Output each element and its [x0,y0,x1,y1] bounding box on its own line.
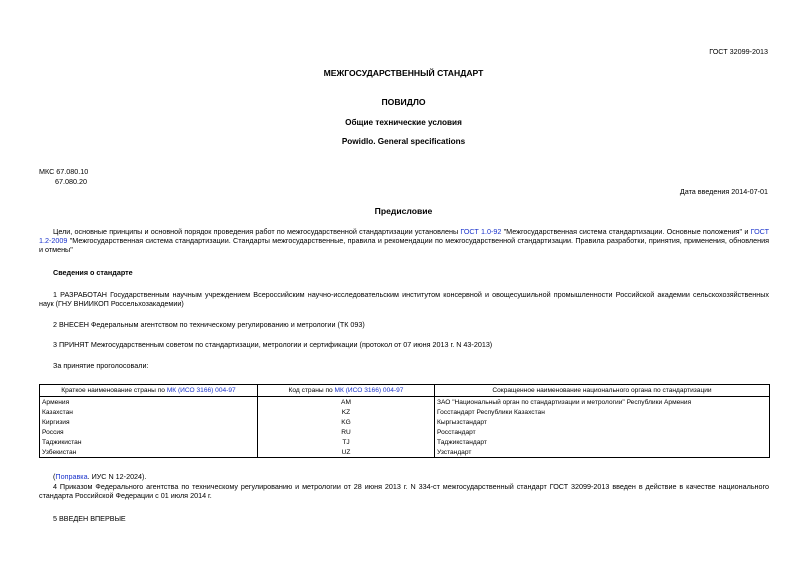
standard-type-heading: МЕЖГОСУДАРСТВЕННЫЙ СТАНДАРТ [323,68,484,78]
column-header-code [258,385,435,397]
amendment-note [53,472,146,481]
table-row [40,447,770,458]
page-title: ПОВИДЛО [381,97,426,107]
amendment-link[interactable]: Поправка [55,472,88,481]
country-cell: Армения [40,397,258,408]
mks-code-1: МКС 67.080.10 [39,167,89,176]
country-cell: Узбекистан [40,447,258,458]
foreword-text-b: "Межгосударственная система стандартизации. Основные положения" и [501,227,751,236]
code-cell: KZ [258,407,435,417]
code-cell: TJ [258,437,435,447]
gost-1-0-92-link[interactable]: ГОСТ 1.0-92 [460,227,502,236]
document-number: ГОСТ 32099-2013 [709,47,768,56]
table-row [40,417,770,427]
body-cell: Узстандарт [435,447,770,458]
country-cell: Казахстан [40,407,258,417]
page-subtitle: Общие технические условия [345,118,462,127]
amendment-rest: . ИУС N 12-2024). [87,472,147,481]
mk-iso-link[interactable]: МК (ИСО 3166) 004-97 [334,387,404,394]
body-cell: Кыргызстандарт [435,417,770,427]
intro-date: Дата введения 2014-07-01 [679,187,768,196]
body-cell: ЗАО "Национальный орган по стандартизации и метрологии" Республики Армения [435,397,770,408]
country-cell: Таджикистан [40,437,258,447]
table-row [40,427,770,437]
table-row [40,397,770,408]
column-header-country [40,385,258,397]
amendment-open: ( [53,472,56,481]
info-item-4: 4 Приказом Федерального агентства по техническому регулированию и метрологии от 28 июня 2013 г. N 334-ст межгосударственный стандарт ГОСТ 32099-2013 введен в действие в качестве национального стандарта Российской Федерации с 01 июля 2014 г. [39,482,769,500]
country-cell: Россия [40,427,258,437]
foreword-text-c: "Межгосударственная система стандартизации. Стандарты межгосударственные, правила и рекомендации по межгосударственной стандартизации. Правила разработки, принятия, применения, обновления и отмены" [39,236,769,254]
body-cell: Росстандарт [435,427,770,437]
table-header-row [40,385,770,397]
country-cell: Киргизия [40,417,258,427]
mk-iso-link[interactable]: МК (ИСО 3166) 004-97 [166,387,236,394]
column-header-body: Сокращенное наименование национального органа по стандартизации [435,385,770,397]
standard-info-heading: Сведения о стандарте [53,268,133,277]
table-row [40,437,770,447]
column-header-country-text: Краткое наименование страны по [61,387,167,394]
column-header-code-text: Код страны по [288,387,335,394]
code-cell: UZ [258,447,435,458]
code-cell: AM [258,397,435,408]
info-item-3: 3 ПРИНЯТ Межгосударственным советом по стандартизации, метрологии и сертификации (протокол от 07 июня 2013 г. N 43-2013) [53,340,493,349]
voted-label: За принятие проголосовали: [53,361,149,370]
body-cell: Госстандарт Республики Казахстан [435,407,770,417]
foreword-paragraph [39,227,769,254]
info-item-2: 2 ВНЕСЕН Федеральным агентством по техническому регулированию и метрологии (ТК 093) [53,320,365,329]
english-title: Powidlo. General specifications [341,137,466,146]
mks-code-2: 67.080.20 [55,177,87,186]
foreword-text-a: Цели, основные принципы и основной порядок проведения работ по межгосударственной стандартизации установлены [53,227,461,236]
table-row [40,407,770,417]
info-item-5: 5 ВВЕДЕН ВПЕРВЫЕ [53,514,126,523]
code-cell: RU [258,427,435,437]
gost-1-2-2009-link[interactable]: ГОСТ 1.2-2009 [39,227,769,245]
body-cell: Таджикстандарт [435,437,770,447]
voting-countries-table [39,384,770,458]
foreword-heading: Предисловие [374,206,433,216]
code-cell: KG [258,417,435,427]
info-item-1: 1 РАЗРАБОТАН Государственным научным учреждением Всероссийским научно-исследовательским институтом консервной и овощесушильной промышленности Российской академии сельскохозяйственных наук (ГНУ ВНИИКОП Россельхозакадемии) [39,290,769,308]
